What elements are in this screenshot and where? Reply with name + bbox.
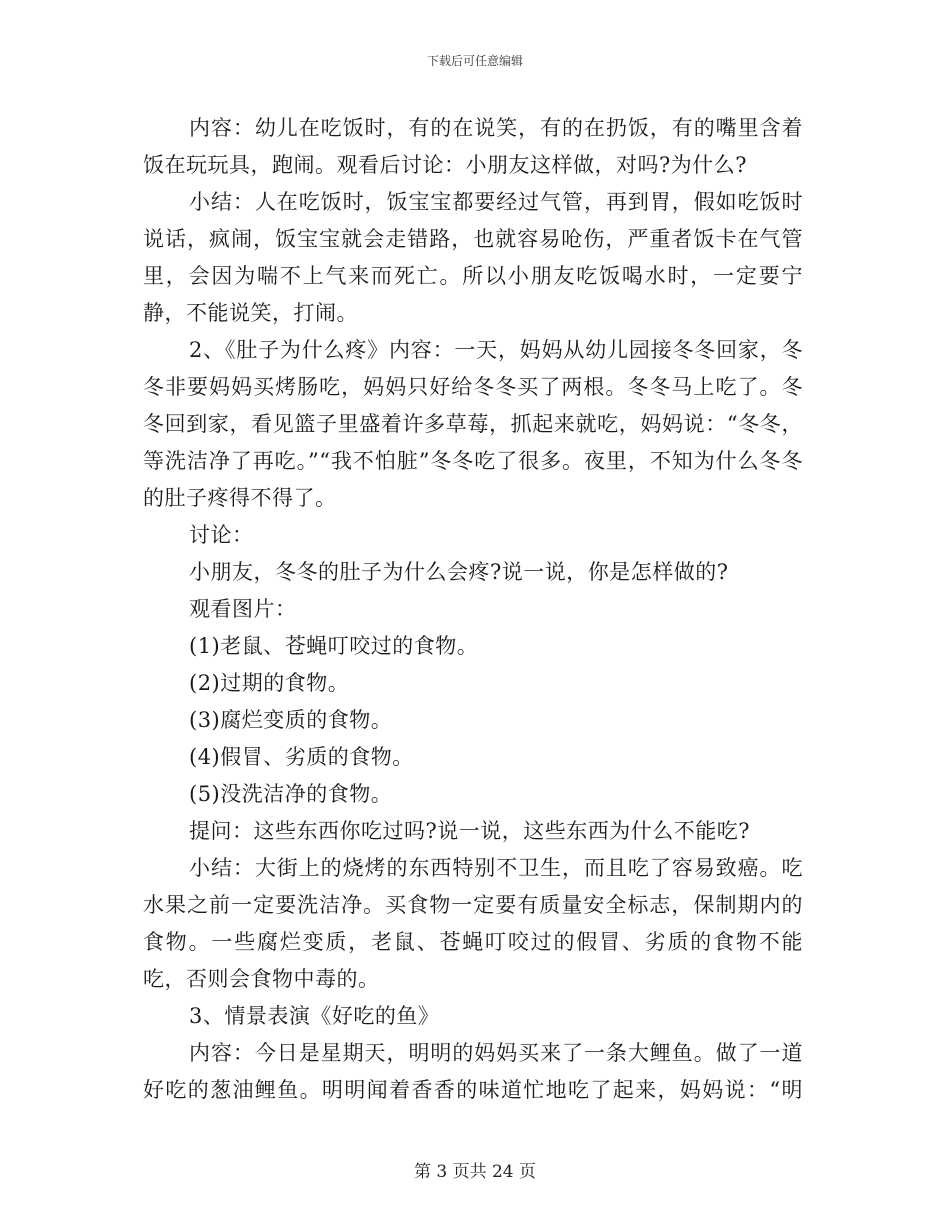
paragraph-discussion-label: 讨论： <box>189 523 254 547</box>
paragraph-section-3-title: 3、情景表演《好吃的鱼》 <box>189 1004 440 1028</box>
paragraph-content-intro: 内容：幼儿在吃饭时，有的在说笑，有的在扔饭，有的嘴里含着饭在玩玩具，跑闹。观看后讨论：小朋友这样做，对吗?为什么? <box>143 116 803 177</box>
list-item: (5)没洗洁净的食物。 <box>189 782 393 806</box>
paragraph-question: 提问：这些东西你吃过吗?说一说，这些东西为什么不能吃? <box>189 819 751 843</box>
list-item: (3)腐烂变质的食物。 <box>189 708 393 732</box>
document-body <box>143 110 803 1109</box>
list-item: (2)过期的食物。 <box>189 671 350 695</box>
list-item: (1)老鼠、苍蝇叮咬过的食物。 <box>189 634 479 658</box>
page-header-note: 下载后可任意编辑 <box>426 54 523 68</box>
paragraph-summary-2: 小结：大街上的烧烤的东西特别不卫生，而且吃了容易致癌。吃水果之前一定要洗洁净。买食物一定要有质量安全标志，保制期内的食物。一些腐烂变质，老鼠、苍蝇叮咬过的假冒、劣质的食物不能吃，否则会食物中毒的。 <box>143 856 803 991</box>
list-item: (4)假冒、劣质的食物。 <box>189 745 414 769</box>
paragraph-discussion-question: 小朋友，冬冬的肚子为什么会疼?说一说，你是怎样做的? <box>189 560 729 584</box>
page-number: 第 3 页共 24 页 <box>413 1162 537 1182</box>
paragraph-summary-1: 小结：人在吃饭时，饭宝宝都要经过气管，再到胃，假如吃饭时说话，疯闹，饭宝宝就会走错路，也就容易呛伤，严重者饭卡在气管里，会因为喘不上气来而死亡。所以小朋友吃饭喝水时，一定要宁静，不能说笑，打闹。 <box>143 190 803 325</box>
paragraph-view-pictures: 观看图片： <box>189 597 297 621</box>
paragraph-section-3-content: 内容：今日是星期天，明明的妈妈买来了一条大鲤鱼。做了一道好吃的葱油鲤鱼。明明闻着香香的味道忙地吃了起来，妈妈说：“明 <box>143 1041 803 1102</box>
paragraph-section-2: 2、《肚子为什么疼》内容：一天，妈妈从幼儿园接冬冬回家，冬冬非要妈妈买烤肠吃，妈妈只好给冬冬买了两根。冬冬马上吃了。冬冬回到家，看见篮子里盛着许多草莓，抓起来就吃，妈妈说：“冬冬，等洗洁净了再吃。”“我不怕脏”冬冬吃了很多。夜里，不知为什么冬冬的肚子疼得不得了。 <box>143 338 803 510</box>
